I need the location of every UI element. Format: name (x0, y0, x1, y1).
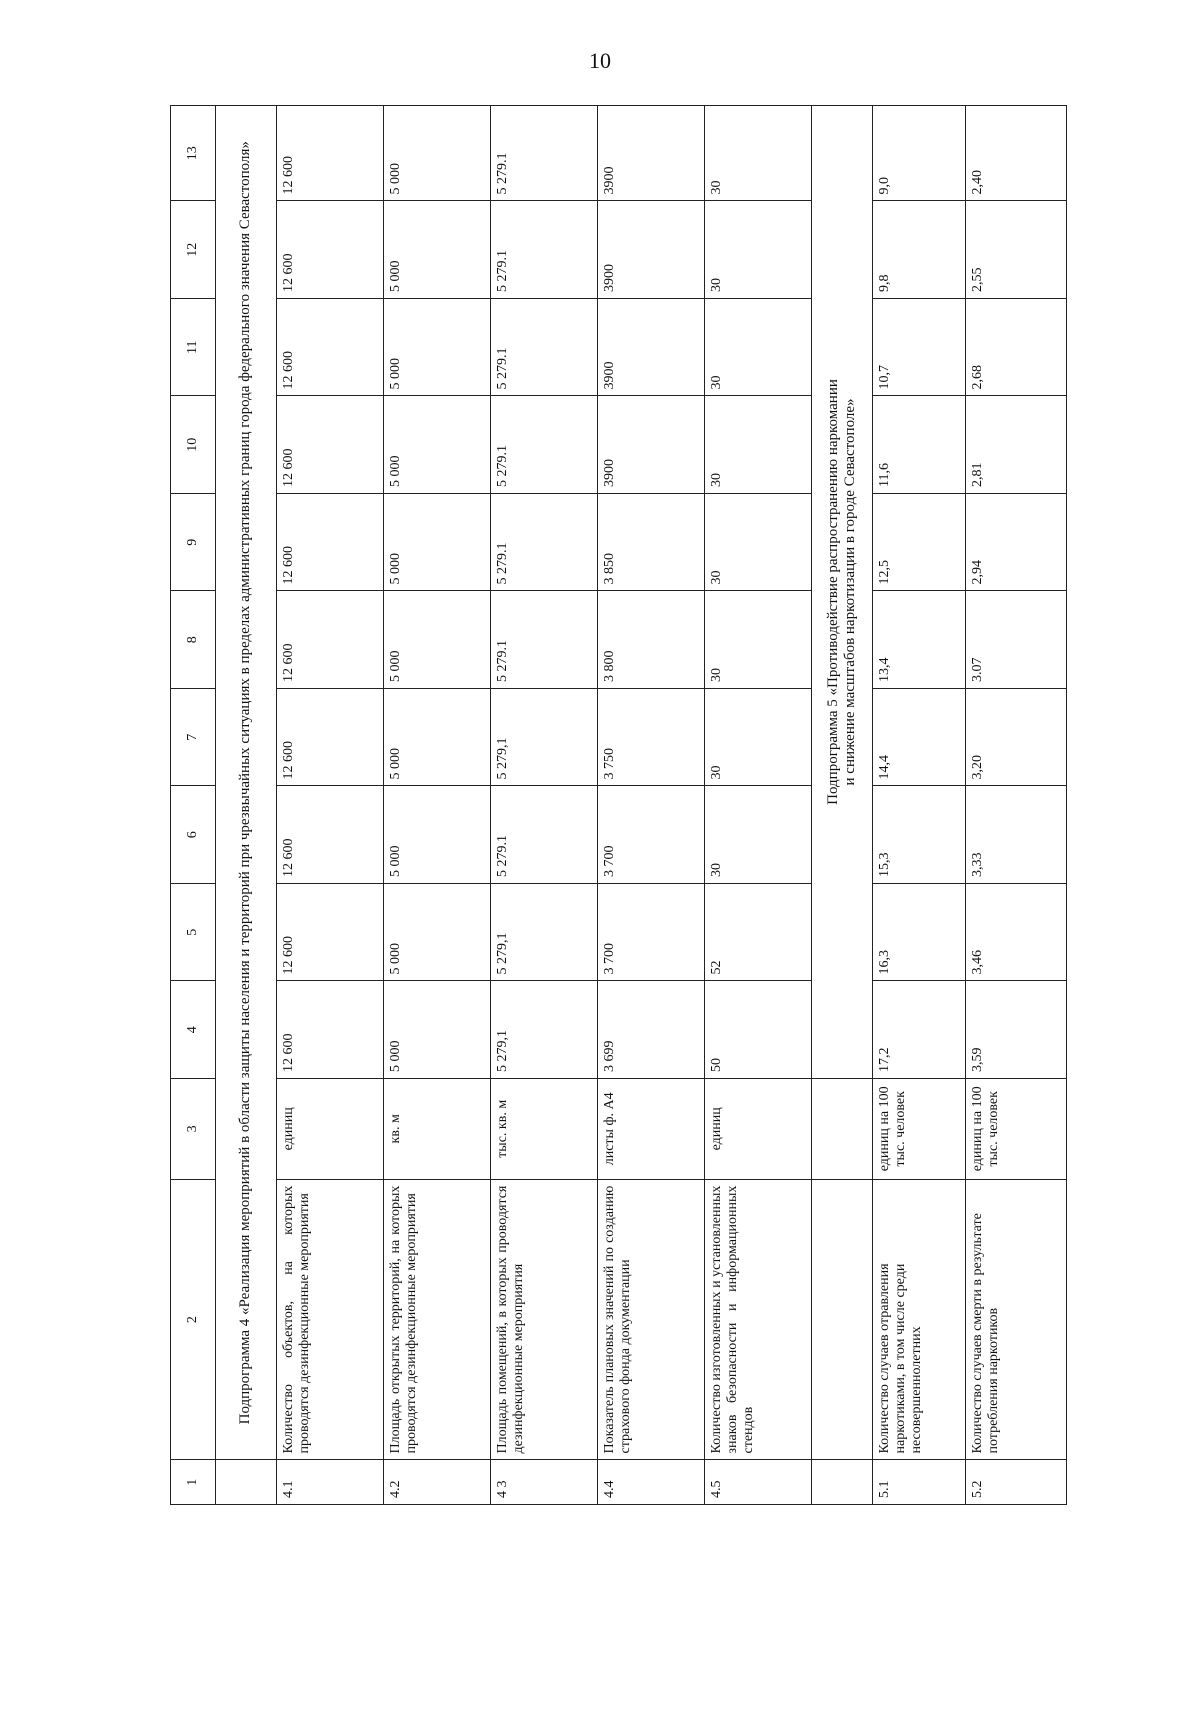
blank-cell (216, 1460, 277, 1505)
blank-cell (812, 1078, 873, 1179)
row-description: Площадь помещений, в которых проводятся дезинфекционные мероприятия (491, 1179, 598, 1460)
row-value: 3 800 (598, 591, 705, 689)
row-value: 5 000 (384, 298, 491, 396)
row-value: 2,68 (966, 298, 1067, 396)
row-value: 2,40 (966, 106, 1067, 201)
row-value: 5 000 (384, 201, 491, 299)
row-value: 3 699 (598, 981, 705, 1079)
column-header: 2 (171, 1179, 216, 1460)
column-number-row (171, 106, 216, 1505)
row-value: 3 850 (598, 493, 705, 591)
row-value: 12 600 (277, 591, 384, 689)
rotated-table-area (170, 105, 1130, 1505)
row-value: 12 600 (277, 981, 384, 1079)
subprogram-5-title-line2: и снижение масштабов наркотизации в городе Севастополе» (842, 398, 858, 786)
row-value: 3 750 (598, 688, 705, 786)
row-value: 3,59 (966, 981, 1067, 1079)
table-row (598, 106, 705, 1505)
row-value: 5 000 (384, 981, 491, 1079)
row-value: 12,5 (873, 493, 966, 591)
subprogram-5-row (812, 106, 873, 1505)
column-header: 13 (171, 106, 216, 201)
table-frame (170, 105, 1130, 1505)
row-value: 5 279,1 (491, 688, 598, 786)
row-description: Количество изготовленных и установленных знаков безопасности и информационных стендов (705, 1179, 812, 1460)
row-value: 5 279.1 (491, 106, 598, 201)
row-value: 5 000 (384, 688, 491, 786)
row-value: 10,7 (873, 298, 966, 396)
row-value: 14,4 (873, 688, 966, 786)
column-header: 8 (171, 591, 216, 689)
row-value: 12 600 (277, 493, 384, 591)
row-value: 5 000 (384, 591, 491, 689)
row-value: 5 279,1 (491, 883, 598, 981)
row-value: 5 279.1 (491, 298, 598, 396)
row-value: 12 600 (277, 298, 384, 396)
row-value: 30 (705, 591, 812, 689)
row-value: 3900 (598, 201, 705, 299)
column-header: 4 (171, 981, 216, 1079)
row-description: Площадь открытых территорий, на которых проводятся дезинфекционные мероприятия (384, 1179, 491, 1460)
column-header: 5 (171, 883, 216, 981)
table-row (873, 106, 966, 1505)
row-number: 4 3 (491, 1460, 598, 1505)
column-header: 10 (171, 396, 216, 494)
subprogram-5-title (812, 106, 873, 1079)
row-unit: единиц на 100 тыс. человек (873, 1078, 966, 1179)
table-row (705, 106, 812, 1505)
row-description: Количество случаев отравления наркотиками, в том числе среди несовершеннолетних (873, 1179, 966, 1460)
row-description: Количество объектов, на которых проводятся дезинфекционные мероприятия (277, 1179, 384, 1460)
row-value: 3 700 (598, 883, 705, 981)
row-unit: единиц (277, 1078, 384, 1179)
row-value: 3.07 (966, 591, 1067, 689)
table-row (491, 106, 598, 1505)
table-row (966, 106, 1067, 1505)
row-value: 3900 (598, 298, 705, 396)
row-value: 30 (705, 688, 812, 786)
row-value: 3,46 (966, 883, 1067, 981)
row-unit: кв. м (384, 1078, 491, 1179)
table-row (384, 106, 491, 1505)
table-row (277, 106, 384, 1505)
row-number: 5.2 (966, 1460, 1067, 1505)
subprogram-4-row (216, 106, 277, 1505)
subprogram-4-title: Подпрограмма 4 «Реализация мероприятий в области защиты населения и территорий при чрезвычайных ситуациях в пределах административных границ города федерального значения Севастополя» (216, 106, 277, 1461)
row-value: 5 279.1 (491, 786, 598, 884)
row-value: 12 600 (277, 883, 384, 981)
blank-cell (812, 1460, 873, 1505)
row-unit: единиц (705, 1078, 812, 1179)
row-value: 3900 (598, 106, 705, 201)
blank-cell (812, 1179, 873, 1460)
subprogram-5-title-line1: Подпрограмма 5 «Противодействие распространению наркомании (824, 379, 841, 805)
row-value: 5 279.1 (491, 493, 598, 591)
row-value: 12 600 (277, 786, 384, 884)
row-value: 5 279.1 (491, 591, 598, 689)
row-value: 5 000 (384, 396, 491, 494)
row-value: 30 (705, 201, 812, 299)
row-value: 16,3 (873, 883, 966, 981)
row-value: 30 (705, 396, 812, 494)
row-value: 11,6 (873, 396, 966, 494)
row-value: 5 000 (384, 493, 491, 591)
column-header: 12 (171, 201, 216, 299)
column-header: 1 (171, 1460, 216, 1505)
row-value: 9,8 (873, 201, 966, 299)
row-value: 5 279.1 (491, 201, 598, 299)
row-value: 5 279.1 (491, 396, 598, 494)
column-header: 6 (171, 786, 216, 884)
row-value: 15,3 (873, 786, 966, 884)
row-number: 4.2 (384, 1460, 491, 1505)
row-value: 3900 (598, 396, 705, 494)
row-number: 5.1 (873, 1460, 966, 1505)
row-value: 13,4 (873, 591, 966, 689)
column-header: 3 (171, 1078, 216, 1179)
row-value: 3 700 (598, 786, 705, 884)
row-number: 4.4 (598, 1460, 705, 1505)
row-value: 5 000 (384, 106, 491, 201)
row-value: 2,81 (966, 396, 1067, 494)
row-value: 9,0 (873, 106, 966, 201)
page-number: 10 (589, 48, 611, 73)
row-value: 2,55 (966, 201, 1067, 299)
row-value: 12 600 (277, 201, 384, 299)
row-value: 30 (705, 106, 812, 201)
row-value: 12 600 (277, 106, 384, 201)
row-value: 30 (705, 298, 812, 396)
row-unit: листы ф. А4 (598, 1078, 705, 1179)
row-number: 4.5 (705, 1460, 812, 1505)
row-value: 3,20 (966, 688, 1067, 786)
row-unit: единиц на 100 тыс. человек (966, 1078, 1067, 1179)
row-description: Показатель плановых значений по созданию страхового фонда документации (598, 1179, 705, 1460)
row-value: 30 (705, 786, 812, 884)
row-value: 12 600 (277, 396, 384, 494)
row-value: 30 (705, 493, 812, 591)
row-value: 50 (705, 981, 812, 1079)
row-value: 12 600 (277, 688, 384, 786)
row-value: 5 000 (384, 883, 491, 981)
row-number: 4.1 (277, 1460, 384, 1505)
row-description: Количество случаев смерти в результате потребления наркотиков (966, 1179, 1067, 1460)
column-header: 9 (171, 493, 216, 591)
column-header: 11 (171, 298, 216, 396)
row-value: 5 279,1 (491, 981, 598, 1079)
row-value: 3,33 (966, 786, 1067, 884)
row-unit: тыс. кв. м (491, 1078, 598, 1179)
column-header: 7 (171, 688, 216, 786)
row-value: 52 (705, 883, 812, 981)
row-value: 17,2 (873, 981, 966, 1079)
row-value: 2,94 (966, 493, 1067, 591)
row-value: 5 000 (384, 786, 491, 884)
indicators-table (170, 105, 1067, 1505)
